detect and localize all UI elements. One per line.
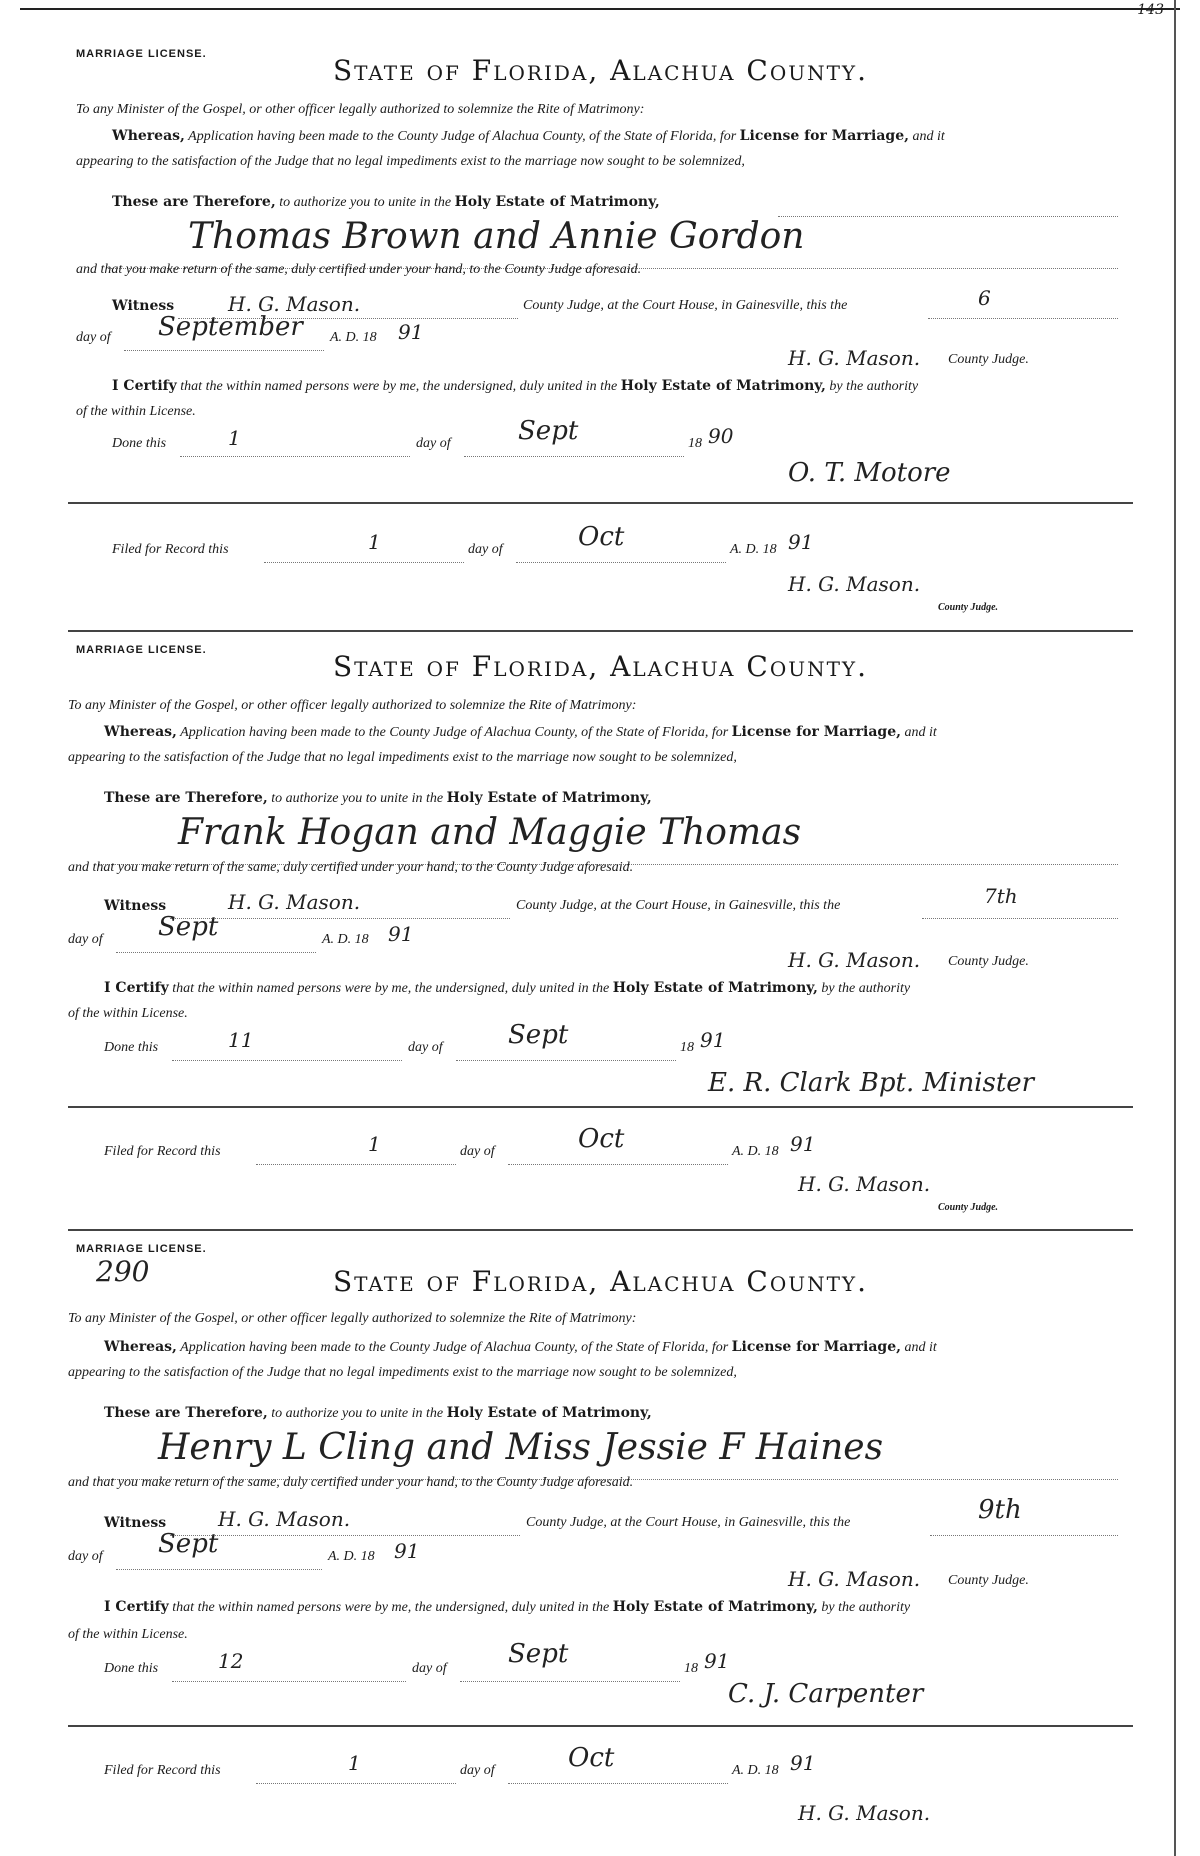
marriage-license-3 (68, 1235, 1133, 1835)
issue-year: 91 (398, 320, 424, 344)
filed-label: Filed for Record this (104, 1144, 221, 1159)
done-month: Sept (508, 1639, 569, 1669)
minister-line: To any Minister of the Gospel, or other officer legally authorized to solemnize the Rite of Matrimony: (76, 102, 645, 117)
these-are-therefore: These are Therefore, (112, 194, 276, 210)
court-line: County Judge, at the Court House, in Gainesville, this the (523, 298, 848, 313)
whereas-text: Application having been made to the County Judge of Alachua County, of the State of Florida, for (188, 129, 737, 144)
officiant-signature: E. R. Clark Bpt. Minister (708, 1068, 1035, 1098)
license-label: MARRIAGE LICENSE. (76, 48, 207, 60)
license-separator (68, 1229, 1133, 1231)
of-license-line: of the within License. (76, 404, 196, 419)
court-line: County Judge, at the Court House, in Gainesville, this the (516, 898, 841, 913)
marriage-license-1 (68, 40, 1133, 620)
judge-signature: H. G. Mason. (788, 948, 921, 972)
appearing-line: appearing to the satisfaction of the Judge that no legal impediments exist to the marriage now sought to be solemnized, (76, 154, 745, 169)
holy-estate: Holy Estate of Matrimony, (612, 980, 818, 996)
license-number: 290 (96, 1255, 150, 1288)
license-separator (68, 630, 1133, 632)
authorize-line (112, 194, 660, 211)
done-day-fill (180, 436, 410, 457)
issue-day: 6 (978, 286, 991, 310)
issue-month: September (158, 312, 303, 342)
done-this-label: Done this (104, 1040, 159, 1055)
filed-day-fill (256, 1144, 456, 1165)
certify-line (112, 378, 918, 395)
couple-names: Thomas Brown and Annie Gordon (188, 216, 805, 257)
whereas-word: Whereas, (112, 128, 185, 144)
license-label: MARRIAGE LICENSE. (76, 1243, 207, 1255)
ad-label: A. D. 18 (322, 932, 369, 947)
witness-judge: H. G. Mason. (228, 890, 361, 914)
done-day: 12 (218, 1649, 244, 1673)
filed-judge: H. G. Mason. (798, 1801, 931, 1825)
by-authority: by the authority (821, 981, 911, 996)
done-month: Sept (518, 416, 579, 446)
day-of-label: day of (460, 1144, 495, 1159)
by-authority: by the authority (821, 1600, 911, 1615)
ad-short-label: A. D. 18 (730, 542, 777, 557)
filed-year: 91 (790, 1132, 816, 1156)
county-judge-label: County Judge. (948, 1573, 1029, 1588)
certify-text: that the within named persons were by me, the undersigned, duly united in the (172, 1600, 610, 1615)
day-of-label: day of (416, 436, 451, 451)
whereas-text: Application having been made to the County Judge of Alachua County, of the State of Florida, for (180, 1340, 729, 1355)
filed-day: 1 (348, 1751, 361, 1775)
day-fill (928, 298, 1118, 319)
license-for-marriage: License for Marriage, (731, 1339, 901, 1355)
witness-label: Witness (104, 898, 167, 914)
whereas-line (104, 1339, 937, 1356)
and-it: and it (904, 725, 937, 740)
whereas-line (112, 128, 945, 145)
couple-names: Henry L Cling and Miss Jessie F Haines (158, 1427, 884, 1468)
holy-estate: Holy Estate of Matrimony, (446, 790, 652, 806)
witness-label: Witness (112, 298, 175, 314)
license-title: State of Florida, Alachua County. (332, 54, 869, 87)
authorize-line (104, 790, 652, 807)
day-fill (922, 898, 1118, 919)
filed-month-fill (508, 1763, 728, 1784)
filed-label: Filed for Record this (112, 542, 229, 557)
judge-signature: H. G. Mason. (788, 1567, 921, 1591)
judge-signature: H. G. Mason. (788, 346, 921, 370)
ad-label: A. D. 18 (330, 330, 377, 345)
court-line: County Judge, at the Court House, in Gainesville, this the (526, 1515, 851, 1530)
county-judge-small: County Judge. (938, 602, 999, 613)
license-for-marriage: License for Marriage, (731, 724, 901, 740)
authorize-text: to authorize you to unite in the (271, 791, 444, 806)
return-line: and that you make return of the same, duly certified under your hand, to the County Judge aforesaid. (76, 262, 642, 277)
marriage-license-2 (68, 636, 1133, 1220)
appearing-line: appearing to the satisfaction of the Judge that no legal impediments exist to the marriage now sought to be solemnized, (68, 750, 737, 765)
day-of-label: day of (68, 932, 103, 947)
whereas-line (104, 724, 937, 741)
and-it: and it (904, 1340, 937, 1355)
done-day-fill (172, 1661, 406, 1682)
issue-year: 91 (394, 1539, 420, 1563)
whereas-text: Application having been made to the County Judge of Alachua County, of the State of Florida, for (180, 725, 729, 740)
certify-word: I Certify (112, 378, 177, 394)
done-day: 1 (228, 426, 241, 450)
county-judge-small: County Judge. (938, 1202, 999, 1213)
these-are-therefore: These are Therefore, (104, 790, 268, 806)
issue-day: 7th (984, 884, 1018, 908)
filed-judge: H. G. Mason. (788, 572, 921, 596)
ad-label: A. D. 18 (328, 1549, 375, 1564)
done-year-prefix: 18 (688, 436, 702, 451)
license-title: State of Florida, Alachua County. (332, 650, 869, 683)
day-of-label: day of (412, 1661, 447, 1676)
filed-separator (68, 1725, 1133, 1727)
day-of-label: day of (460, 1763, 495, 1778)
filed-separator (68, 1106, 1133, 1108)
witness-judge: H. G. Mason. (228, 292, 361, 316)
filed-day: 1 (368, 1132, 381, 1156)
month-fill (116, 1549, 322, 1570)
officiant-signature: O. T. Motore (788, 458, 951, 488)
license-title: State of Florida, Alachua County. (332, 1265, 869, 1298)
filed-year: 91 (790, 1751, 816, 1775)
done-month-fill (460, 1661, 680, 1682)
filed-month: Oct (578, 1124, 625, 1154)
holy-estate: Holy Estate of Matrimony, (612, 1599, 818, 1615)
authorize-line (104, 1405, 652, 1422)
filed-label: Filed for Record this (104, 1763, 221, 1778)
filed-day-fill (264, 542, 464, 563)
filed-month: Oct (578, 522, 625, 552)
witness-judge: H. G. Mason. (218, 1507, 351, 1531)
witness-label: Witness (104, 1515, 167, 1531)
appearing-line: appearing to the satisfaction of the Judge that no legal impediments exist to the marriage now sought to be solemnized, (68, 1365, 737, 1380)
issue-year: 91 (388, 922, 414, 946)
day-of-label: day of (468, 542, 503, 557)
filed-month: Oct (568, 1743, 615, 1773)
day-of-label: day of (408, 1040, 443, 1055)
couple-names: Frank Hogan and Maggie Thomas (178, 812, 802, 853)
certify-line (104, 980, 910, 997)
ad-short-label: A. D. 18 (732, 1144, 779, 1159)
day-of-label: day of (68, 1549, 103, 1564)
done-this-label: Done this (104, 1661, 159, 1676)
fill-line (778, 196, 1118, 217)
whereas-word: Whereas, (104, 724, 177, 740)
done-day-fill (172, 1040, 402, 1061)
certify-word: I Certify (104, 1599, 169, 1615)
certify-line (104, 1599, 910, 1616)
done-this-label: Done this (112, 436, 167, 451)
issue-month: Sept (158, 1529, 219, 1559)
day-of-label: day of (76, 330, 111, 345)
of-license-line: of the within License. (68, 1627, 188, 1642)
done-year: 91 (704, 1649, 730, 1673)
done-year: 90 (708, 424, 734, 448)
done-year: 91 (700, 1028, 726, 1052)
minister-line: To any Minister of the Gospel, or other officer legally authorized to solemnize the Rite of Matrimony: (68, 698, 637, 713)
done-year-prefix: 18 (680, 1040, 694, 1055)
authorize-text: to authorize you to unite in the (279, 195, 452, 210)
authorize-text: to authorize you to unite in the (271, 1406, 444, 1421)
return-line: and that you make return of the same, duly certified under your hand, to the County Judge aforesaid. (68, 860, 634, 875)
holy-estate: Holy Estate of Matrimony, (446, 1405, 652, 1421)
issue-day: 9th (978, 1495, 1022, 1525)
page-number: 143 (1137, 2, 1164, 18)
certify-text: that the within named persons were by me, the undersigned, duly united in the (180, 379, 618, 394)
done-month: Sept (508, 1020, 569, 1050)
day-fill (930, 1515, 1118, 1536)
license-label: MARRIAGE LICENSE. (76, 644, 207, 656)
page-top-rule (20, 8, 1180, 10)
county-judge-label: County Judge. (948, 352, 1029, 367)
these-are-therefore: These are Therefore, (104, 1405, 268, 1421)
of-license-line: of the within License. (68, 1006, 188, 1021)
county-judge-label: County Judge. (948, 954, 1029, 969)
issue-month: Sept (158, 912, 219, 942)
and-it: and it (912, 129, 945, 144)
return-line: and that you make return of the same, duly certified under your hand, to the County Judge aforesaid. (68, 1475, 634, 1490)
page-right-rule (1174, 0, 1176, 1856)
certify-word: I Certify (104, 980, 169, 996)
minister-line: To any Minister of the Gospel, or other officer legally authorized to solemnize the Rite of Matrimony: (68, 1311, 637, 1326)
license-for-marriage: License for Marriage, (739, 128, 909, 144)
whereas-word: Whereas, (104, 1339, 177, 1355)
done-year-prefix: 18 (684, 1661, 698, 1676)
holy-estate: Holy Estate of Matrimony, (454, 194, 660, 210)
by-authority: by the authority (829, 379, 919, 394)
filed-judge: H. G. Mason. (798, 1172, 931, 1196)
ad-short-label: A. D. 18 (732, 1763, 779, 1778)
filed-separator (68, 502, 1133, 504)
filed-day: 1 (368, 530, 381, 554)
holy-estate: Holy Estate of Matrimony, (620, 378, 826, 394)
filed-year: 91 (788, 530, 814, 554)
officiant-signature: C. J. Carpenter (728, 1679, 924, 1709)
certify-text: that the within named persons were by me, the undersigned, duly united in the (172, 981, 610, 996)
done-day: 11 (228, 1028, 254, 1052)
